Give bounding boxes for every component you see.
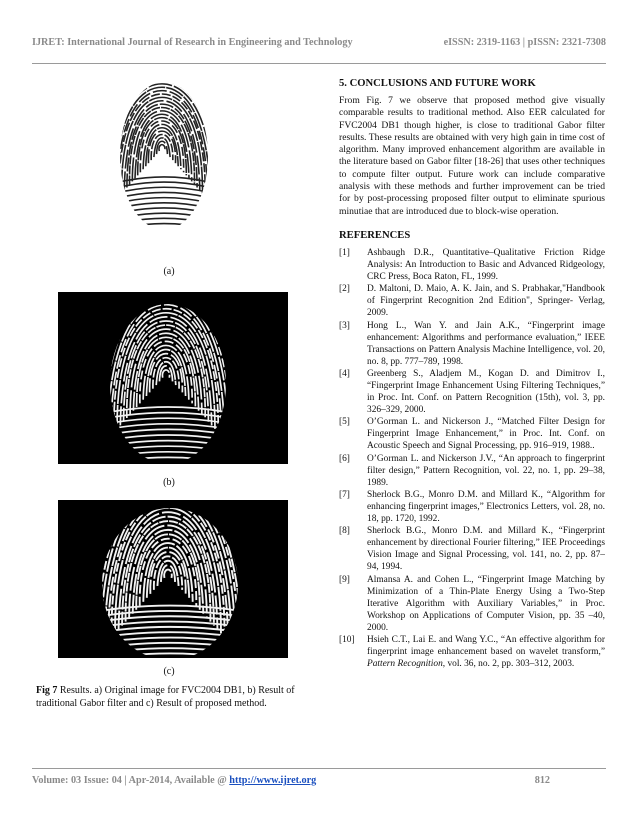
reference-item bbox=[339, 634, 605, 670]
figure-caption bbox=[36, 684, 316, 710]
reference-text: O’Gorman L. and Nickerson J.V., “An approach to fingerprint filter design,” Pattern Recognition, vol. 22, no. 1, pp. 29–38, 1989. bbox=[367, 453, 605, 488]
reference-text: Ashbaugh D.R., Quantitative–Qualitative Friction Ridge Analysis: An Introduction to Basic and Advanced Ridgeology, CRC Press, Boca Raton, FL, 1999. bbox=[367, 247, 605, 283]
reference-text bbox=[367, 634, 605, 670]
reference-number: [8] bbox=[339, 526, 350, 537]
figure-caption-text: Results. a) Original image for FVC2004 DB1, b) Result of traditional Gabor filter and c) Result of proposed method. bbox=[36, 685, 295, 709]
reference-text-part: , vol. 36, no. 2, pp. 303–312, 2003. bbox=[442, 659, 575, 670]
references-heading: REFERENCES bbox=[339, 229, 411, 241]
running-footer bbox=[32, 775, 606, 786]
volume-issue-text: Volume: 03 Issue: 04 | Apr-2014, Available @ bbox=[32, 775, 230, 786]
reference-number: [2] bbox=[339, 284, 350, 295]
reference-item bbox=[339, 283, 605, 319]
reference-item bbox=[339, 416, 605, 452]
reference-item bbox=[339, 247, 605, 283]
figure-label-c: (c) bbox=[163, 666, 175, 677]
references-list bbox=[339, 247, 605, 670]
figure-proposed-result bbox=[58, 500, 288, 658]
fingerprint-gabor-image bbox=[58, 292, 288, 464]
right-column bbox=[339, 78, 605, 670]
reference-item bbox=[339, 368, 605, 416]
reference-number: [9] bbox=[339, 574, 350, 585]
reference-item bbox=[339, 489, 605, 525]
reference-number: [10] bbox=[339, 634, 355, 645]
figure-label-b: (b) bbox=[163, 477, 175, 488]
figure-caption-number: Fig 7 bbox=[36, 685, 58, 696]
conclusions-paragraph: From Fig. 7 we observe that proposed method give visually comparable results to traditional method. Also EER calculated for FVC2004 DB1 though higher, is close to traditional Gabor filter results. These results are obtained with very high gain in time cost of algorithm. Many improved enhancement algorithm are available in the literature based on Gabor filter [18-26] that uses other techniques to compute filter output. Future work can include comparative analysis with these methods and further improvement can be tried for by post-processing proposed filter output to eliminate spurious minutiae that are introduced due to block-wise operation. bbox=[339, 95, 605, 217]
header-rule bbox=[32, 63, 606, 64]
reference-text: Hong L., Wan Y. and Jain A.K., “Fingerprint image enhancement: Algorithms and performance evaluation,” IEEE Transactions on Pattern Analysis Machine Intelligence, vol. 20, no. 8, pp. 777–789, 1998. bbox=[367, 320, 605, 367]
reference-item bbox=[339, 453, 605, 489]
reference-number: [6] bbox=[339, 453, 350, 464]
reference-text: Almansa A. and Cohen L., “Fingerprint Image Matching by Minimization of a Thin-Plate Energy Using a Two-Step Iterative Algorithm with Auxiliary Variables,” in Proc. Workshop on Applications of Computer Vision, pp. 35 –40, 2000. bbox=[367, 574, 605, 633]
footer-rule bbox=[32, 768, 606, 769]
reference-text-part: Hsieh C.T., Lai E. and Wang Y.C., “An effective algorithm for fingerprint image enhancement based on wavelet transform,” bbox=[367, 634, 605, 658]
conclusions-heading: 5. CONCLUSIONS AND FUTURE WORK bbox=[339, 78, 536, 89]
reference-number: [7] bbox=[339, 489, 350, 500]
reference-text: Sherlock B.G., Monro D.M. and Millard K., “Fingerprint enhancement by directional Fourier filtering,” IEE Proceedings Vision Image and Signal Processing, vol. 141, no. 2, pp. 87–94, 1994. bbox=[367, 526, 605, 573]
reference-number: [3] bbox=[339, 320, 350, 331]
reference-number: [4] bbox=[339, 368, 350, 379]
reference-item bbox=[339, 574, 605, 634]
reference-number: [1] bbox=[339, 247, 350, 258]
fingerprint-original-image bbox=[104, 78, 228, 246]
reference-item bbox=[339, 525, 605, 573]
reference-text: O’Gorman L. and Nickerson J., “Matched Filter Design for Fingerprint Image Enhancement,” in Proc. Int. Conf. on Acoustic Speech and Signal Processing, pp. 916–919, 1988.. bbox=[367, 417, 605, 452]
issn-line: eISSN: 2319-1163 | pISSN: 2321-7308 bbox=[443, 37, 606, 48]
reference-number: [5] bbox=[339, 417, 350, 428]
page-number: 812 bbox=[534, 775, 550, 786]
reference-text: Sherlock B.G., Monro D.M. and Millard K., “Algorithm for enhancing fingerprint images,” Electronics Letters, vol. 28, no. 18, pp. 1720, 1992. bbox=[367, 489, 605, 525]
journal-website-link[interactable]: http://www.ijret.org bbox=[229, 775, 317, 786]
reference-text: Greenberg S., Aladjem M., Kogan D. and Dimitrov I., “Fingerprint Image Enhancement Using Filtering Techniques,” in Proc. Int. Conf. on Pattern Recognition (15th), vol. 3, pp. 326–329, 2000. bbox=[367, 368, 605, 416]
journal-name: IJRET: International Journal of Research in Engineering and Technology bbox=[32, 37, 353, 48]
reference-item bbox=[339, 320, 605, 368]
figure-gabor-result bbox=[58, 292, 288, 464]
reference-journal-title: Pattern Recognition bbox=[367, 659, 443, 670]
reference-text: D. Maltoni, D. Maio, A. K. Jain, and S. Prabhakar,"Handbook of Fingerprint Recognition 2nd Edition", Springer- Verlag, 2009. bbox=[367, 284, 605, 319]
figure-original-fingerprint bbox=[104, 78, 228, 246]
figure-label-a: (a) bbox=[163, 266, 175, 277]
fingerprint-proposed-image bbox=[58, 500, 288, 658]
